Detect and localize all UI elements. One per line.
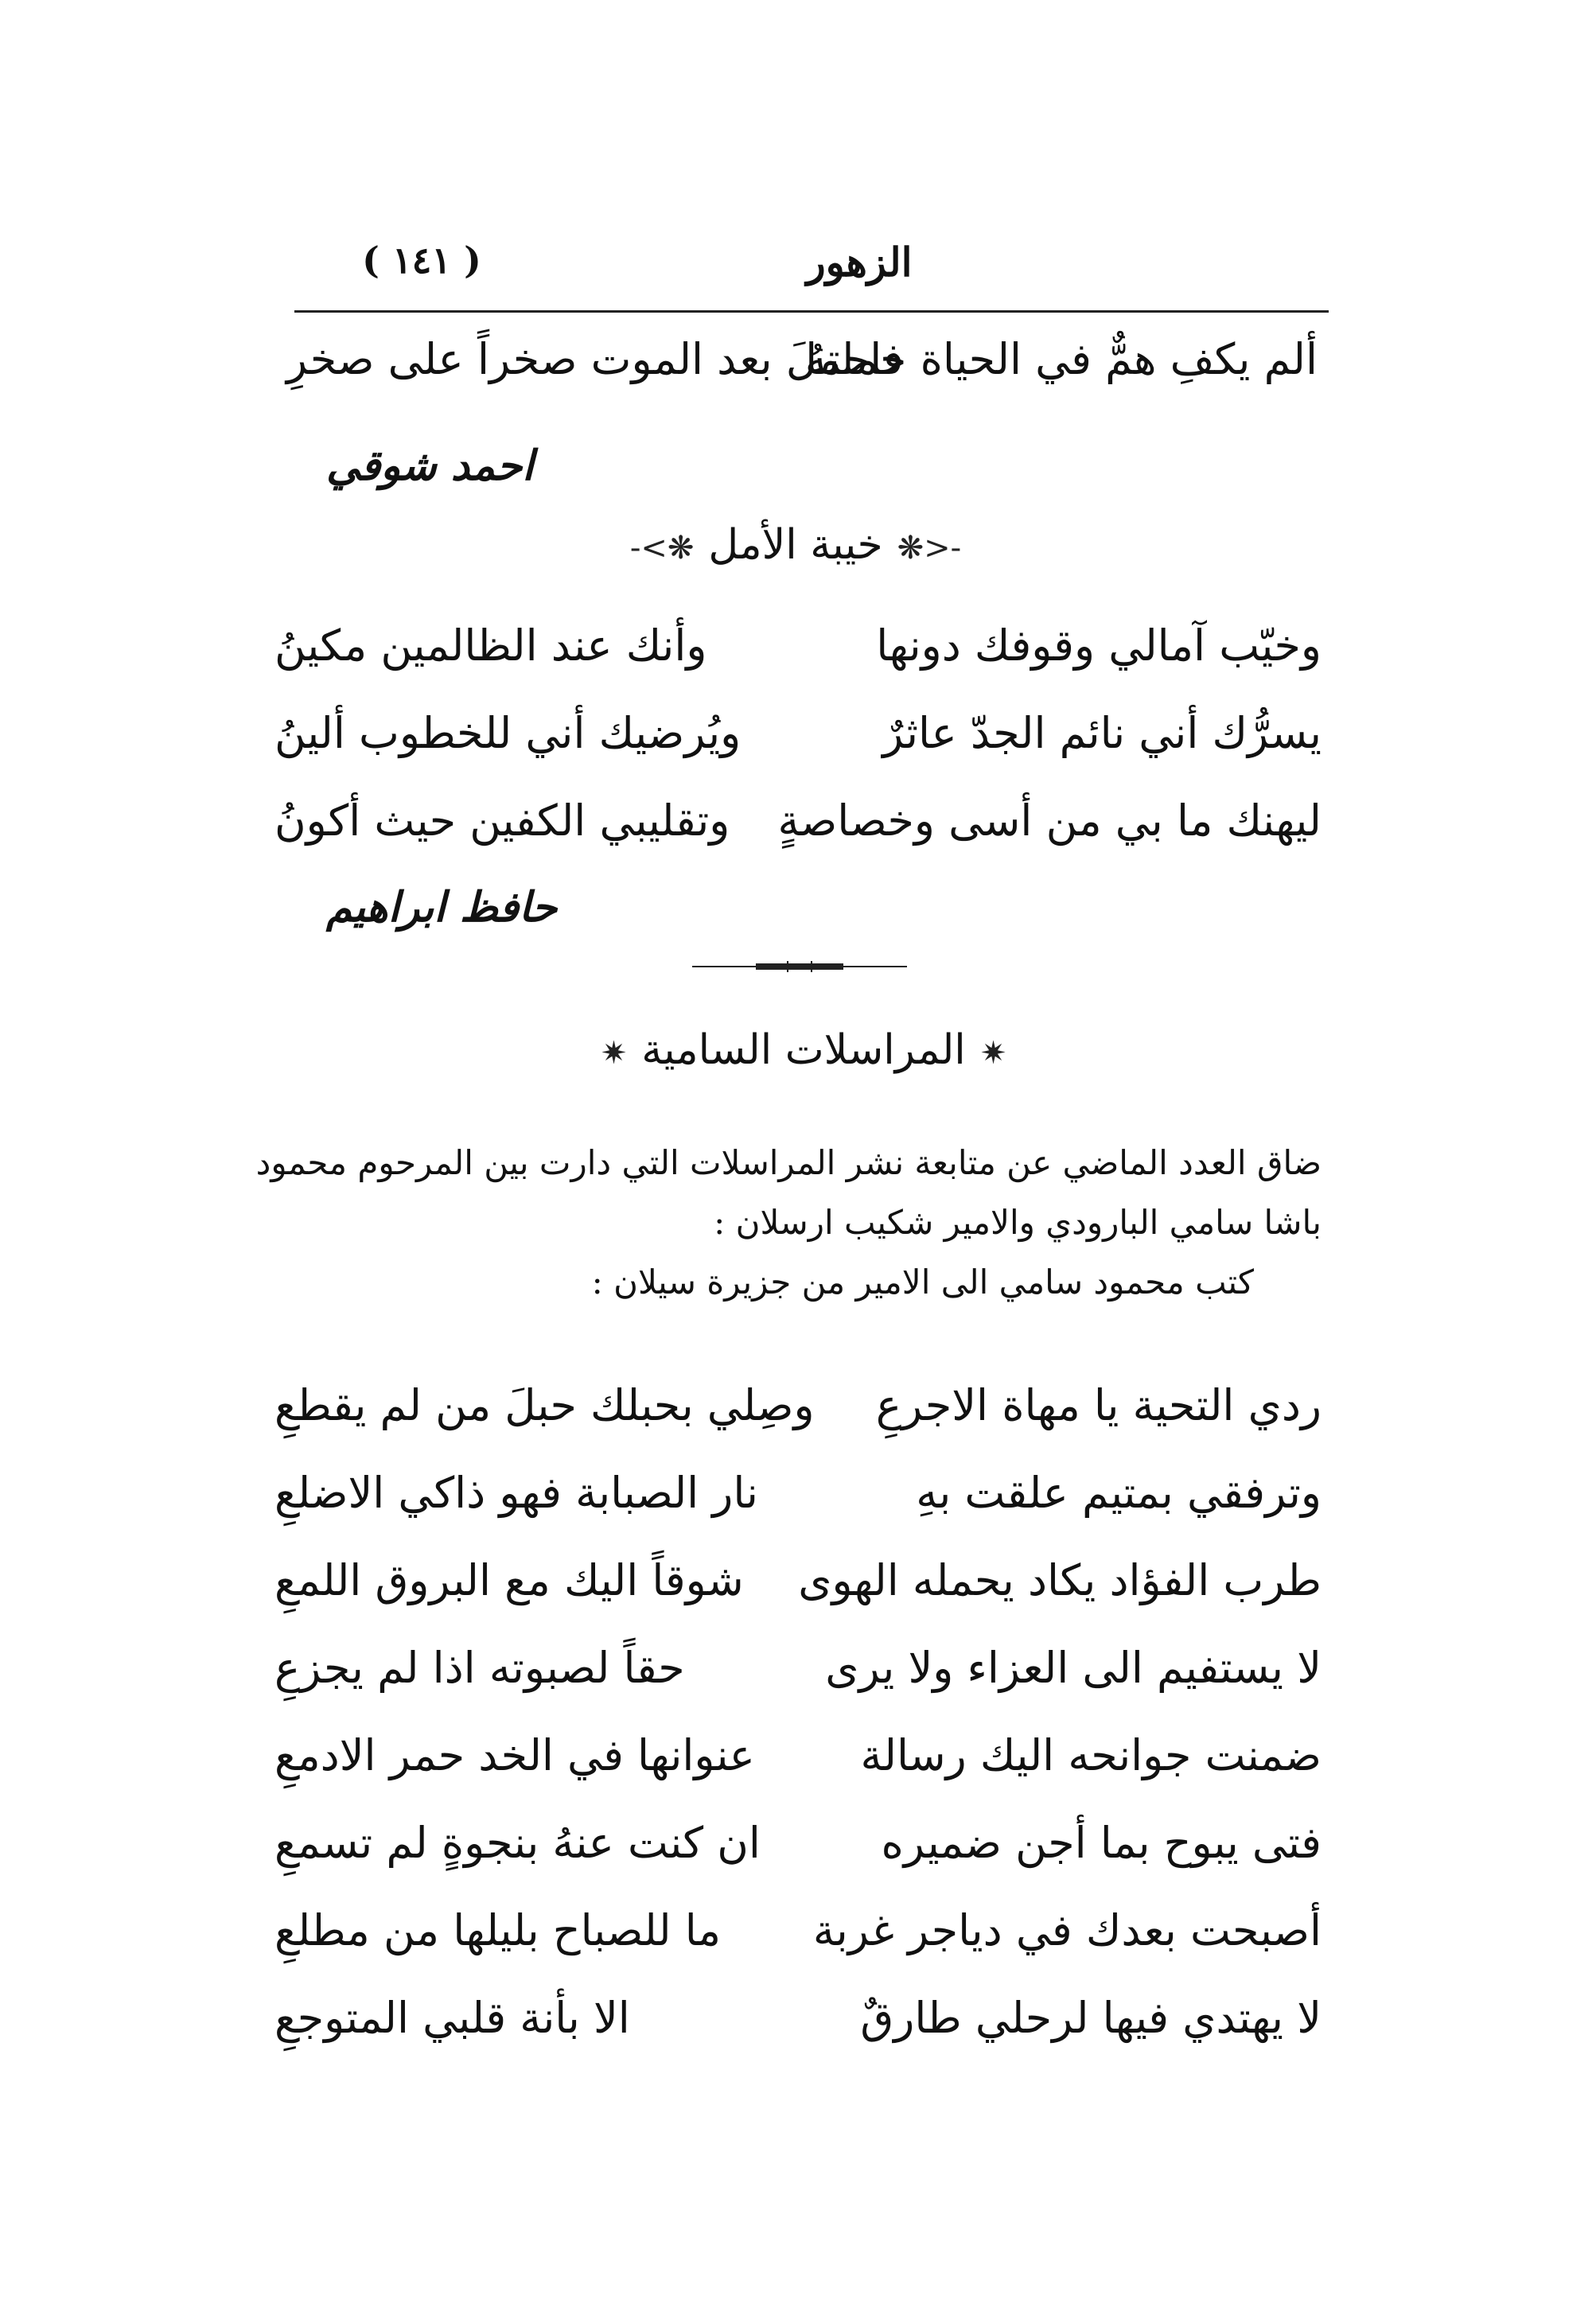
header-rule [294, 310, 1329, 313]
section-title-text: المراسلات السامية [641, 1026, 966, 1074]
letter-verse-7-left: ما للصباح بليلها من مطلعِ [274, 1905, 722, 1955]
letter-verse-1-left: وصِلي بحبلك حبلَ من لم يقطعِ [274, 1380, 815, 1430]
letter-verse-6-right: فتى يبوح بما أجن ضميره [881, 1818, 1322, 1868]
letter-verse-2-right: وترفقي بمتيم علقت بهِ [916, 1468, 1322, 1518]
letter-verse-6-left: ان كنت عنهُ بنجوةٍ لم تسمعِ [274, 1818, 761, 1868]
ornament-icon: -<❋ [897, 530, 962, 566]
poem-verse-3-right: ليهنك ما بي من أسى وخصاصةٍ [777, 796, 1322, 846]
poem-verse-2-left: ويُرضيك أني للخطوب ألينُ [274, 708, 742, 758]
letter-verse-4-right: لا يستفيم الى العزاء ولا يرى [825, 1643, 1322, 1693]
poem-verse-1-left: وأنك عند الظالمين مكينُ [274, 621, 707, 671]
separator-ornament [692, 961, 907, 972]
poem-title-text: خيبة الأمل [708, 521, 883, 569]
letter-verse-3-right: طرب الفؤاد يكاد يحمله الهوى [798, 1555, 1322, 1605]
top-verse-left-hemistich: فاحملَ بعد الموت صخراً على صخرِ [286, 334, 904, 384]
letter-verse-2-left: نار الصبابة فهو ذاكي الاضلعِ [274, 1468, 758, 1518]
running-header [294, 239, 1329, 302]
letter-verse-4-left: حقاً لصبوته اذا لم يجزعِ [274, 1643, 685, 1693]
letter-verse-8-right: لا يهتدي فيها لرحلي طارقٌ [860, 1993, 1322, 2043]
intro-line-3: كتب محمود سامي الى الامير من جزيرة سيلان : [591, 1263, 1254, 1301]
letter-verse-5-right: ضمنت جوانحه اليك رسالة [860, 1730, 1322, 1780]
poem-verse-2-right: يسرُّك أني نائم الجدّ عاثرٌ [882, 708, 1322, 758]
letter-verse-5-left: عنوانها في الخد حمر الادمعِ [274, 1730, 755, 1780]
signature-hafez-ibrahim: حافظ ابراهيم [326, 883, 558, 932]
page-number: ( ١٤١ ) [362, 239, 481, 282]
letter-verse-3-left: شوقاً اليك مع البروق اللمعِ [274, 1555, 744, 1605]
intro-line-1: ضاق العدد الماضي عن متابعة نشر المراسلات التي دارت بين المرحوم محمود [255, 1143, 1322, 1182]
poem-title [525, 521, 1066, 569]
signature-ahmad-shawqi: احمد شوقي [326, 442, 534, 490]
star-ornament-icon: ✷ [979, 1035, 1007, 1072]
top-verse-right-hemistich: ألم يكفِ همٌّ في الحياة حملتهُ [804, 334, 1318, 384]
letter-verse-7-right: أصبحت بعدك في دياجر غربة [812, 1905, 1322, 1955]
header-title: الزهور [806, 239, 913, 286]
section-title [557, 1026, 1050, 1074]
star-ornament-icon: ✷ [600, 1035, 628, 1072]
poem-verse-3-left: وتقليبي الكفين حيث أكونُ [274, 796, 730, 846]
poem-verse-1-right: وخيّب آمالي وقوفك دونها [876, 621, 1322, 671]
ornament-icon: ❋>- [629, 530, 695, 566]
letter-verse-1-right: ردي التحية يا مهاة الاجرعِ [875, 1380, 1322, 1430]
intro-line-2: باشا سامي البارودي والامير شكيب ارسلان : [714, 1203, 1322, 1242]
letter-verse-8-left: الا بأنة قلبي المتوجعِ [274, 1993, 630, 2043]
